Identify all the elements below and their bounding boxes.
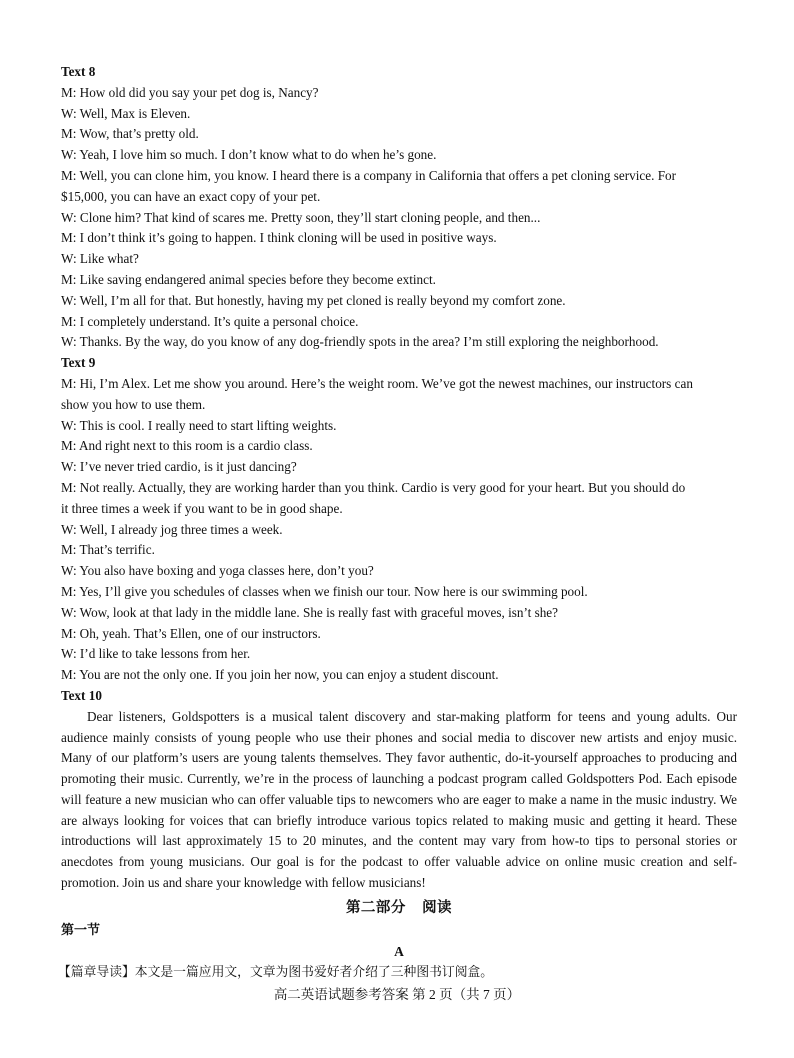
part2-title <box>61 897 737 919</box>
dialogue-line: M: Well, you can clone him, you know. I heard there is a company in California that offers a pet cloning service. For <box>61 167 677 183</box>
text9-title: Text 9 <box>61 355 96 371</box>
text10-paragraph: Dear listeners, Goldspotters is a musical talent discovery and star-making platform for teens and young adults. Our audience mainly consists of young people who use their phones and social media to discover new artists and enjoy music. Many of our platform’s users are young talents themselves. They favor authentic, do-it-yourself approaches to producing and promoting their music. Currently, we’re in the process of launching a podcast program called Goldspotters Pod. Each episode will feature a new musician who can offer valuable tips to newcomers who are eager to make a name in the music industry. We are always looking for voices that can briefly introduce various topics related to making music and getting it heard. These introductions will last approximately 15 to 20 minutes, and the content may vary from how-to tips to personal stories or anecdotes from young musicians. Our goal is for the podcast to offer valuable advice on online music creation and self-promotion. Join us and share your knowledge with fellow musicians! <box>61 708 737 891</box>
dialogue-line: M: Not really. Actually, they are working harder than you think. Cardio is very good for your heart. But you should do <box>61 479 686 495</box>
dialogue-line: show you how to use them. <box>61 396 206 412</box>
dialogue-line: W: You also have boxing and yoga classes here, don’t you? <box>61 563 374 579</box>
passage-guide: 【篇章导读】本文是一篇应用文，文章为图书爱好者介绍了三种图书订阅盒。 <box>58 964 494 979</box>
text8-title: Text 8 <box>61 64 96 79</box>
page-footer: 高二英语试题参考答案 第 2 页（共 7 页） <box>273 987 521 1002</box>
dialogue-line: M: Wow, that’s pretty old. <box>61 126 199 142</box>
dialogue-line: M: I completely understand. It’s quite a personal choice. <box>61 313 359 329</box>
text8-dialogue <box>61 83 737 353</box>
dialogue-line: M: Oh, yeah. That’s Ellen, one of our instructors. <box>61 625 321 641</box>
dialogue-line: W: Clone him? That kind of scares me. Pretty soon, they’ll start cloning people, and then... <box>61 209 541 225</box>
passage-letter: A <box>394 943 404 959</box>
dialogue-line: W: Wow, look at that lady in the middle lane. She is really fast with graceful moves, isn’t she? <box>61 604 559 620</box>
dialogue-line: M: And right next to this room is a cardio class. <box>61 438 313 454</box>
dialogue-line: W: Well, I already jog three times a week. <box>61 521 283 537</box>
dialogue-line: M: That’s terrific. <box>61 542 155 558</box>
text9-dialogue <box>61 374 737 686</box>
dialogue-line: W: Like what? <box>61 251 139 267</box>
dialogue-line: M: Like saving endangered animal species before they become extinct. <box>61 271 436 287</box>
dialogue-line: W: I’ve never tried cardio, is it just dancing? <box>61 459 297 475</box>
dialogue-line: W: Thanks. By the way, do you know of any dog-friendly spots in the area? I’m still exploring the neighborhood. <box>61 334 659 350</box>
dialogue-line: W: I’d like to take lessons from her. <box>61 646 251 662</box>
part2-title-reading: 阅读 <box>422 899 453 916</box>
dialogue-line: W: Yeah, I love him so much. I don’t know what to do when he’s gone. <box>61 147 437 163</box>
dialogue-line: it three times a week if you want to be in good shape. <box>61 500 343 516</box>
dialogue-line: W: This is cool. I really need to start lifting weights. <box>61 417 337 433</box>
section-label: 第一节 <box>61 921 101 937</box>
dialogue-line: W: Well, I’m all for that. But honestly, having my pet cloned is really beyond my comfort zone. <box>61 292 566 308</box>
dialogue-line: M: Hi, I’m Alex. Let me show you around. Here’s the weight room. We’ve got the newest machines, our instructors can <box>61 375 693 391</box>
dialogue-line: W: Well, Max is Eleven. <box>61 105 191 121</box>
dialogue-line: $15,000, you can have an exact copy of your pet. <box>61 188 321 204</box>
part2-title-part: 第二部分 <box>345 899 406 916</box>
dialogue-line: M: I don’t think it’s going to happen. I think cloning will be used in positive ways. <box>61 230 497 246</box>
dialogue-line: M: How old did you say your pet dog is, Nancy? <box>61 84 319 100</box>
dialogue-line: M: Yes, I’ll give you schedules of classes when we finish our tour. Now here is our swimming pool. <box>61 583 588 599</box>
dialogue-line: M: You are not the only one. If you join her now, you can enjoy a student discount. <box>61 667 499 683</box>
document-body <box>58 62 737 982</box>
text10-title: Text 10 <box>61 687 102 703</box>
